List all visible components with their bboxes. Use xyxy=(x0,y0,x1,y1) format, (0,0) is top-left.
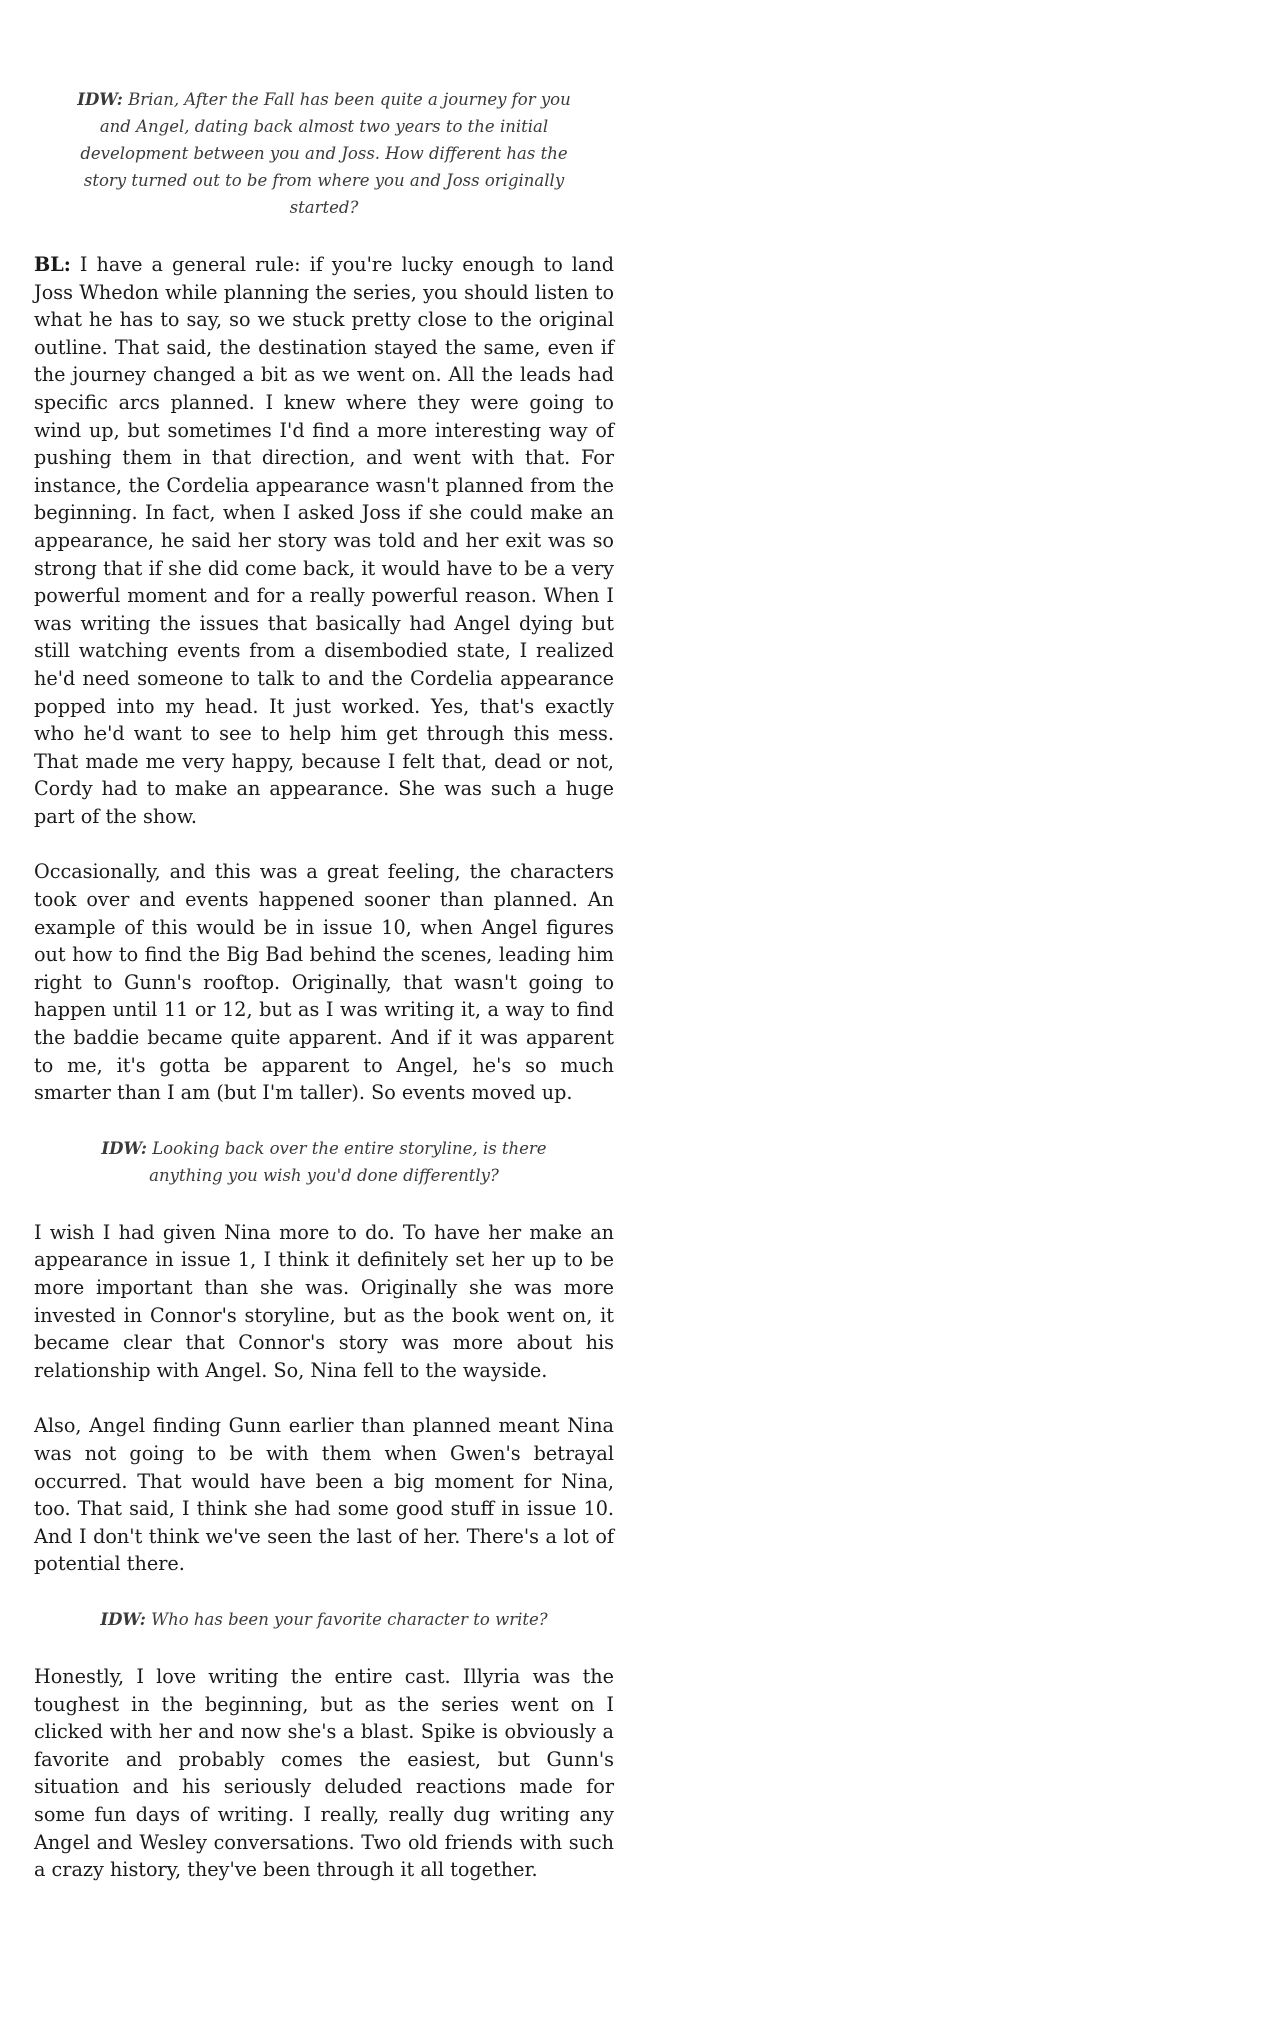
answer-1-paragraph-2: Occasionally, and this was a great feeling, the characters took over and events happened sooner than planned. An example of this would be in issue 10, when Angel figures out how to find the Big Bad behind the scenes, leading him right to Gunn's rooftop. Originally, that wasn't going to happen until 11 or 12, but as I was writing it, a way to find the baddie became quite apparent. And if it was apparent to me, it's gotta be apparent to Angel, he's so much smarter than I am (but I'm taller). So events moved up. xyxy=(34,860,614,1105)
interview-question-3: IDW: Who has been your favorite character to write? xyxy=(100,1609,548,1629)
answer-2-paragraph-1: I wish I had given Nina more to do. To have her make an appearance in issue 1, I think it definitely set her up to be more important than she was. Originally she was more invested in Connor's storyline, but as the book went on, it became clear that Connor's story was more about his relationship with Angel. So, Nina fell to the wayside. xyxy=(34,1220,614,1382)
answer-3-paragraph-1: Honestly, I love writing the entire cast. Illyria was the toughest in the beginning, but as the series went on I clicked with her and now she's a blast. Spike is obviously a favorite and probably comes the easiest, but Gunn's situation and his seriously deluded reactions made for some fun days of writing. I really, really dug writing any Angel and Wesley conversations. Two old friends with such a crazy history, they've been through it all together. xyxy=(34,1664,614,1882)
left-column xyxy=(34,86,614,1912)
answer-1: BL: I have a general rule: if you're lucky enough to land Joss Whedon while planning the series, you should listen to what he has to say, so we stuck pretty close to the original outline. That said, the destination stayed the same, even if the journey changed a bit as we went on. All the leads had specific arcs planned. I knew where they were going to wind up, but sometimes I'd find a more interesting way of pushing them in that direction, and went with that. For instance, the Cordelia appearance wasn't planned from the beginning. In fact, when I asked Joss if she could make an appearance, he said her story was told and her exit was so strong that if she did come back, it would have to be a very powerful moment and for a really powerful reason. When I was writing the issues that basically had Angel dying but still watching events from a disembodied state, I realized he'd need someone to talk to and the Cordelia appearance popped into my head. It just worked. Yes, that's exactly who he'd want to see to help him get through this mess. That made me very happy, because I felt that, dead or not, Cordy had to make an appearance. She was such a huge part of the show. xyxy=(34,253,615,828)
interview-question-2: IDW: Looking back over the entire storyline, is there anything you wish you'd done differently? xyxy=(101,1138,547,1185)
answer-2-paragraph-2: Also, Angel finding Gunn earlier than planned meant Nina was not going to be with them when Gwen's betrayal occurred. That would have been a big moment for Nina, too. That said, I think she had some good stuff in issue 10. And I don't think we've seen the last of her. There's a lot of potential there. xyxy=(34,1414,614,1576)
interview-question-1: IDW: Brian, After the Fall has been quite a journey for you and Angel, dating back almost two years to the initial development between you and Joss. How different has the story turned out to be from where you and Joss originally started? xyxy=(77,90,571,217)
